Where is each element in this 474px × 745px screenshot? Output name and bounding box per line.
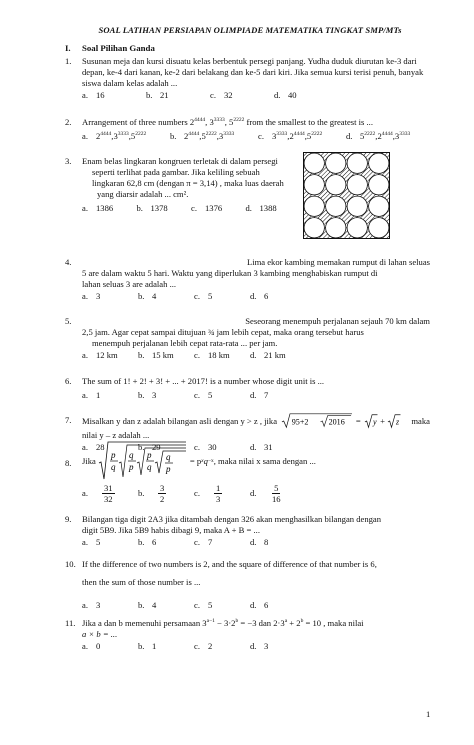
option-c: c. $3^{3333},2^{4444},5^{2222}$ <box>258 131 323 141</box>
options <box>82 291 430 302</box>
question-line: seperti terlihat pada gambar. Jika keliling sebuah <box>92 167 260 177</box>
question-6 <box>65 376 430 401</box>
question-line: Enam belas lingkaran kongruen terletak di dalam persegi <box>82 156 278 166</box>
option-c: c. 30 <box>194 442 217 452</box>
option-b: b. 29 <box>138 442 161 452</box>
svg-text:z: z <box>395 417 400 427</box>
circle <box>304 196 324 216</box>
sqrt-inner-b: 2016 <box>328 417 345 427</box>
question-number: 3. <box>65 156 72 166</box>
question-line: Jika p q q p p q q p = p x q −x , maka nilai x sama dengan ... <box>82 441 430 481</box>
option-a: a. 3 <box>82 291 101 301</box>
question-8 <box>65 441 430 504</box>
nested-radical <box>98 441 188 481</box>
sqrt-expression <box>281 412 353 430</box>
question-text: Susunan meja dan kursi disuatu kelas berbentuk persegi panjang. Yudha duduk diurutan ke-3 dari depan, ke-4 dari kanan, ke-2 dari belakang dan ke-5 dari kiri. Jika semua kursi terisi penuh, banyak siswa dalam kelas adalah ... <box>82 56 424 88</box>
sixteen-circles-figure <box>303 152 390 239</box>
option-b: b. 3 <box>138 390 157 400</box>
question-text: Arrangement of three numbers $2^{4444}$, $3^{3333}$, $5^{2222}$ from the smallest to the greatest is ... <box>82 117 373 127</box>
circle <box>326 175 346 195</box>
option-b: b. 15 km <box>138 350 174 360</box>
circle <box>347 153 367 173</box>
circle <box>304 153 324 173</box>
svg-text:y: y <box>372 417 377 427</box>
options <box>82 90 430 101</box>
question-number: 7. <box>65 415 72 425</box>
option-b: b. 4 <box>138 600 157 610</box>
option-c: c. $\frac{1}{3}$ <box>194 483 221 504</box>
sqrt-inner-a: 95+2 <box>291 417 309 427</box>
option-d: d. 6 <box>250 600 269 610</box>
circle <box>326 218 346 238</box>
option-a: a. 5 <box>82 537 101 547</box>
question-number: 5. <box>65 316 72 326</box>
option-d: d. $\frac{5}{16}$ <box>250 483 281 504</box>
question-line: Misalkan y dan z adalah bilangan asli dengan y > z , jika 95+2 2016 = y + z maka <box>82 412 430 430</box>
options <box>82 641 430 652</box>
options <box>82 483 430 504</box>
svg-text:q: q <box>146 462 152 472</box>
options <box>82 350 430 361</box>
question-number: 8. <box>65 458 72 468</box>
option-d: d. 1388 <box>245 203 277 213</box>
options <box>82 537 430 548</box>
option-a: a. 0 <box>82 641 101 651</box>
page-number: 1 <box>426 709 431 719</box>
option-c: c. 5 <box>194 390 213 400</box>
svg-text:p: p <box>110 450 116 460</box>
option-d: d. 21 km <box>250 350 286 360</box>
circle <box>304 218 324 238</box>
option-d: d. $5^{2222},2^{4444},3^{3333}$ <box>346 131 411 141</box>
question-line: Lima ekor kambing memakan rumput di lahan seluas <box>246 257 430 267</box>
question-2 <box>65 117 430 142</box>
circle <box>347 196 367 216</box>
question-line: menempuh perjalanan lebih cepat rata-rata ... per jam. <box>92 338 278 348</box>
question-line: Seseorang menempuh perjalanan sejauh 70 km dalam <box>245 316 430 326</box>
option-a: a. 16 <box>82 90 105 100</box>
circle <box>369 153 389 173</box>
circle <box>369 218 389 238</box>
question-line: lingkaran 62,8 cm (dengan π = 3,14) , maka luas daerah <box>92 178 284 188</box>
question-9 <box>65 514 430 548</box>
question-number: 4. <box>65 257 72 267</box>
option-a: a. $\frac{31}{32}$ <box>82 483 113 504</box>
option-a: a. $2^{4444},3^{3333},5^{2222}$ <box>82 131 147 141</box>
circle <box>347 175 367 195</box>
question-line: digit 5B9. Jika 5B9 habis dibagi 9, maka A + B = ... <box>82 525 260 535</box>
option-d: d. 6 <box>250 291 269 301</box>
question-4 <box>65 257 430 302</box>
option-c: c. 32 <box>210 90 233 100</box>
circle <box>326 196 346 216</box>
option-c: c. 1376 <box>191 203 223 213</box>
option-c: c. 7 <box>194 537 213 547</box>
question-line: 2,5 jam. Agar cepat sampai ditujuan ¾ jam lebih cepat, maka orang tersebut harus <box>82 327 364 337</box>
question-number: 2. <box>65 117 72 127</box>
option-d: d. 8 <box>250 537 269 547</box>
option-c: c. 18 km <box>194 350 230 360</box>
option-d: d. 40 <box>274 90 297 100</box>
question-number: 9. <box>65 514 72 524</box>
svg-text:p: p <box>146 450 152 460</box>
question-1 <box>65 56 430 101</box>
option-b: b. $2^{4444},5^{2222},3^{3333}$ <box>170 131 235 141</box>
page-title: SOAL LATIHAN PERSIAPAN OLIMPIADE MATEMATIKA TINGKAT SMP/MTs <box>98 25 402 35</box>
option-b: b. 1 <box>138 641 157 651</box>
sqrt-y <box>364 412 378 430</box>
svg-text:q: q <box>165 452 171 462</box>
question-10 <box>65 559 430 611</box>
option-d: d. 7 <box>250 390 269 400</box>
circle <box>347 218 367 238</box>
option-c: c. 2 <box>194 641 213 651</box>
svg-text:q: q <box>128 450 134 460</box>
svg-text:p: p <box>128 462 134 472</box>
question-line: Jika a dan b memenuhi persamaan $3^{a-1} - 3\cdot 2^b = -3$ dan $2\cdot 3^a + 2^b = 10$ , maka nilai <box>82 618 364 628</box>
option-b: b. $\frac{3}{2}$ <box>138 483 165 504</box>
question-11 <box>65 618 430 652</box>
question-5 <box>65 316 430 361</box>
option-b: b. 4 <box>138 291 157 301</box>
option-c: c. 5 <box>194 600 213 610</box>
options <box>82 131 430 142</box>
question-line: then the sum of those number is ... <box>82 577 201 587</box>
question-number: 1. <box>65 56 72 66</box>
circle <box>369 196 389 216</box>
options <box>82 390 430 401</box>
question-number: 11. <box>65 618 76 628</box>
sqrt-z <box>387 412 401 430</box>
question-line: yang diarsir adalah ... cm². <box>97 189 189 199</box>
question-line: If the difference of two numbers is 2, and the square of difference of that number is 6, <box>82 559 377 569</box>
option-b: b. 6 <box>138 537 157 547</box>
question-text: The sum of 1! + 2! + 3! + ... + 2017! is a number whose digit unit is ... <box>82 376 325 386</box>
section-title: Soal Pilihan Ganda <box>82 43 155 53</box>
options <box>82 600 430 611</box>
option-b: b. 21 <box>146 90 169 100</box>
section-heading <box>65 43 155 54</box>
question-line: lahan seluas 3 are adalah ... <box>82 279 177 289</box>
option-b: b. 1378 <box>136 203 168 213</box>
svg-text:p: p <box>165 464 171 474</box>
question-3 <box>65 156 300 214</box>
question-line: 5 are dalam waktu 5 hari. Waktu yang diperlukan 3 kambing menghabiskan rumput di <box>82 268 378 278</box>
option-a: a. 1386 <box>82 203 114 213</box>
option-d: d. 31 <box>250 442 273 452</box>
question-number: 6. <box>65 376 72 386</box>
circle <box>304 175 324 195</box>
circle <box>326 153 346 173</box>
question-line: nilai y – z adalah ... <box>82 430 150 440</box>
section-number: I. <box>65 43 71 53</box>
option-a: a. 28 <box>82 442 105 452</box>
options <box>82 203 300 214</box>
svg-text:q: q <box>110 462 116 472</box>
question-line: Bilangan tiga digit 2A3 jika ditambah dengan 326 akan menghasilkan bilangan dengan <box>82 514 382 524</box>
option-d: d. 3 <box>250 641 269 651</box>
question-line: a × b = ... <box>82 629 118 639</box>
question-number: 10. <box>65 559 76 569</box>
option-a: a. 12 km <box>82 350 118 360</box>
circle <box>369 175 389 195</box>
option-a: a. 3 <box>82 600 101 610</box>
option-c: c. 5 <box>194 291 213 301</box>
option-a: a. 1 <box>82 390 101 400</box>
